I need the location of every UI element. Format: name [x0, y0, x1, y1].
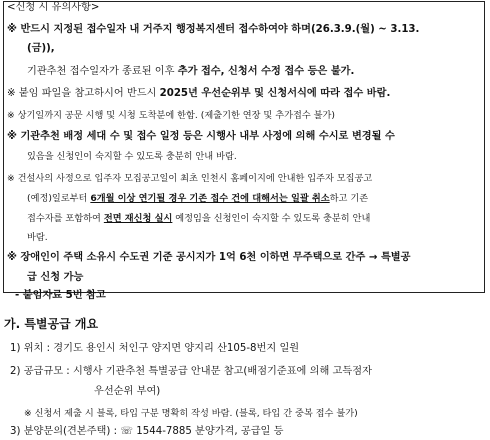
- notice-line-8: ※ 건설사의 사정으로 입주자 모집공고일이 최초 인천시 홈페이지에 안내한 입주자 모집공고: [7, 173, 373, 184]
- notice-line-11: 바람.: [27, 232, 48, 243]
- overview-item-location: 1) 위치 : 경기도 용인시 처인구 양지면 양지리 산105-8번지 일원: [10, 343, 300, 354]
- notice-line-13: 급 신청 가능: [27, 272, 84, 283]
- notice-line-2: (금)),: [27, 43, 55, 54]
- notice-line-10-tail: 예정임을 신청인이 숙지할 수 있도록 충분히 안내: [172, 213, 371, 224]
- inquiry-phone: 1544-7885 분양가격, 공급일 등: [133, 426, 284, 437]
- notice-line-12: ※ 장애인이 주택 소유시 수도권 기준 공시지가 1억 6천 이하면 무주택으로 간주 → 특별공: [7, 252, 411, 263]
- notice-line-9-text: (예정)일로부터: [27, 193, 91, 204]
- notice-line-4-text: ※ 붙임 파일을 참고하시어 반드시: [7, 88, 160, 99]
- notice-line-10-text: 접수자를 포함하여: [27, 213, 104, 224]
- notice-line-14: - 붙임자료 5번 참고: [15, 290, 106, 301]
- section-title: 가. 특별공급 개요: [4, 317, 99, 331]
- notice-line-10: [27, 211, 370, 227]
- overview-item-supply: 2) 공급규모 : 시행사 기관추천 특별공급 안내문 참고(배점기준표에 의해 고득점자: [10, 366, 372, 377]
- overview-item-supply-cont: 우선순위 부여): [94, 386, 161, 397]
- notice-line-5: ※ 상기일까지 공문 시행 및 시청 도착분에 한함. (제출기한 연장 및 추가접수 불가): [7, 110, 335, 121]
- inquiry-label: 3) 분양문의(견본주택) :: [10, 426, 121, 437]
- notice-line-3-emphasis: 추가 접수, 신청서 수정 접수 등은 불가.: [177, 66, 355, 77]
- notice-line-9-emphasis: 6개월 이상 연기될 경우 기존 접수 건에 대해서는 일괄 취소: [90, 193, 330, 204]
- notice-line-10-emphasis: 전면 재신청 실시: [103, 213, 173, 224]
- notice-line-9: [27, 191, 368, 207]
- overview-item-inquiry: [10, 424, 283, 440]
- notice-line-7: 있음을 신청인이 숙지할 수 있도록 충분히 안내 바람.: [27, 151, 237, 162]
- notice-line-9-tail: 하고 기존: [329, 193, 369, 204]
- notice-header: <신청 시 유의사항>: [7, 2, 100, 13]
- phone-icon: ☏: [120, 426, 134, 437]
- notice-line-4: [7, 86, 390, 102]
- notice-line-3: [27, 64, 354, 80]
- overview-supply-note: ※ 신청서 제출 시 블록, 타입 구분 명확히 작성 바람. (블록, 타입 간 중복 접수 불가): [24, 408, 358, 419]
- notice-line-6: ※ 기관추천 배정 세대 수 및 접수 일정 등은 시행사 내부 사정에 의해 수시로 변경될 수: [7, 131, 395, 142]
- notice-line-1: ※ 반드시 지정된 접수일자 내 거주지 행정복지센터 접수하여야 하며(26.3.9.(월) ~ 3.13.: [7, 24, 420, 35]
- notice-line-4-emphasis: 2025년 우선순위부 및 신청서식에 따라 접수 바람.: [159, 88, 391, 99]
- notice-line-3-text: 기관추천 접수일자가 종료된 이후: [27, 66, 178, 77]
